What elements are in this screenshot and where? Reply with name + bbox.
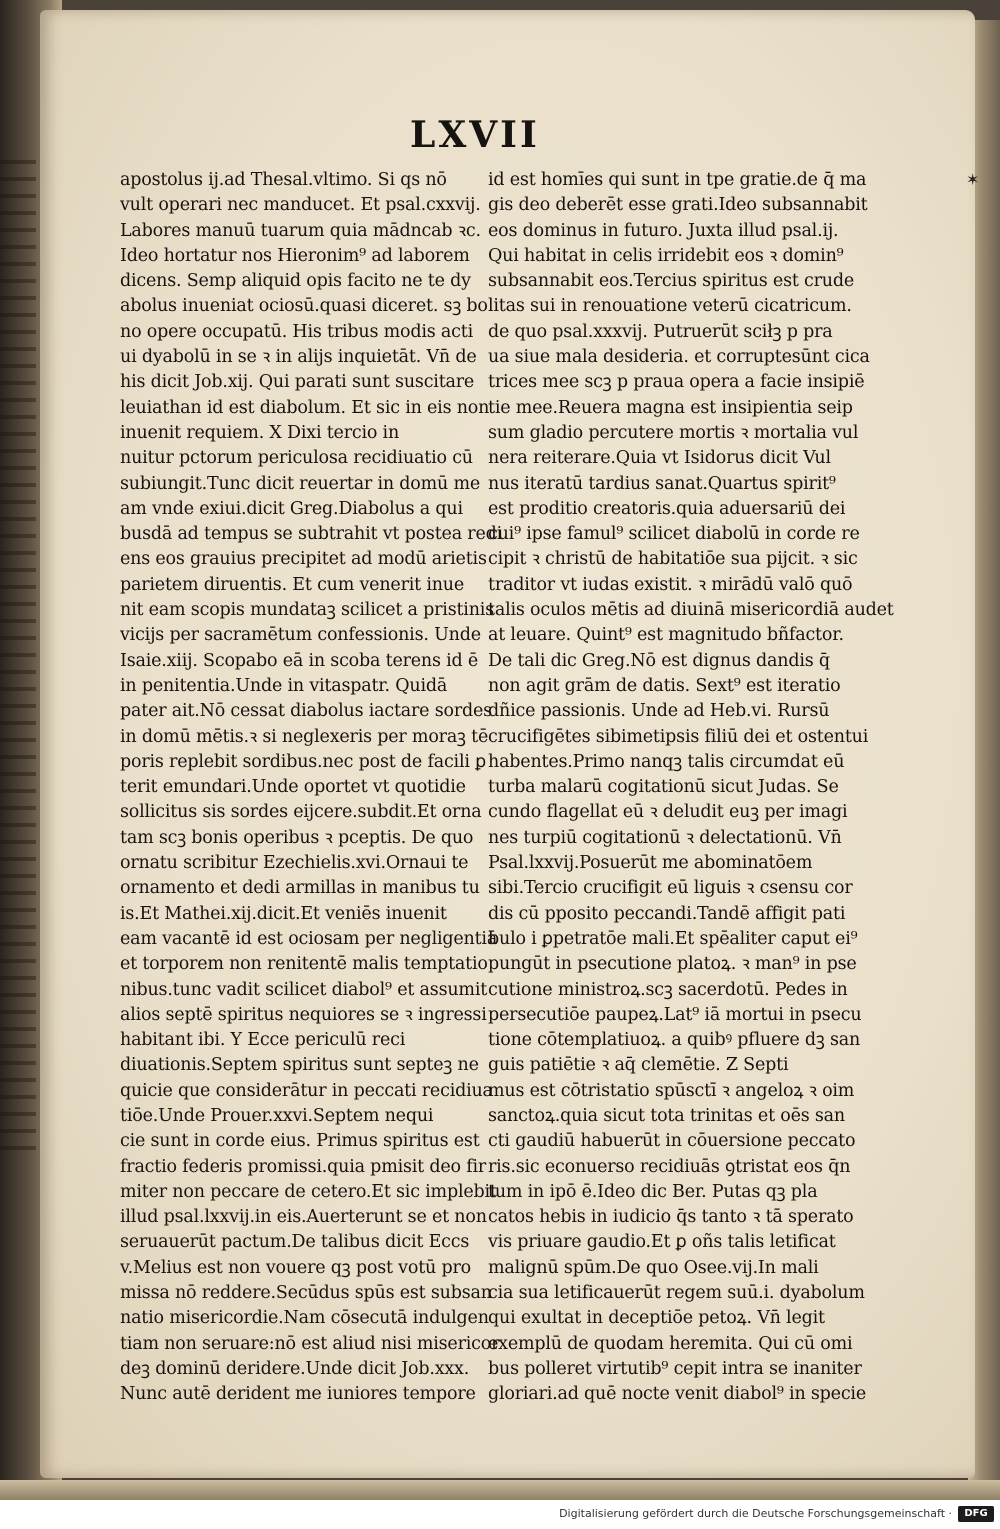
text-line: cundo flagellat eū ꝛ deludit euꝫ per imagi bbox=[488, 802, 848, 823]
text-line: missa nō reddere.Secūdus spūs est subsan bbox=[120, 1283, 492, 1304]
text-line: at leuare. Quint⁹ est magnitudo bñfactor. bbox=[488, 625, 844, 646]
text-line: cti gaudiū habuerūt in cōuersione peccato bbox=[488, 1131, 856, 1152]
text-line: vicijs per sacramētum confessionis. Unde bbox=[120, 625, 481, 646]
text-line: his dicit Job.xij. Qui parati sunt suscitare bbox=[120, 372, 475, 393]
text-line: ens eos grauius precipitet ad modū arietis bbox=[120, 549, 487, 570]
text-line: seruauerūt pactum.De talibus dicit Eccs bbox=[120, 1232, 470, 1253]
text-line: Ideo hortatur nos Hieronim⁹ ad laborem bbox=[120, 245, 470, 266]
text-line: de quo psal.xxxvij. Putruerūt sciłꝫ p pra bbox=[488, 321, 833, 342]
text-line: cie sunt in corde eius. Primus spiritus est bbox=[120, 1131, 480, 1152]
text-line: dñice passionis. Unde ad Heb.vi. Rursū bbox=[488, 701, 830, 722]
text-line: tione cōtemplatiuoꝝ. a quibꝰ pfluere dꝫ san bbox=[488, 1030, 861, 1051]
text-line: vis priuare gaudio.Et ꝑ oñs talis letificat bbox=[488, 1232, 836, 1253]
text-line: ornamento et dedi armillas in manibus tu bbox=[120, 878, 480, 899]
text-line: guis patiētie ꝛ aq̄ clemētie. Z Septi bbox=[488, 1055, 789, 1076]
text-line: Isaie.xiij. Scopabo eā in scoba terens id ē bbox=[120, 650, 479, 671]
text-line: traditor vt iudas existit. ꝛ mirādū valō quō bbox=[488, 574, 853, 595]
text-line: litas sui in renouatione veterū cicatricum. bbox=[488, 296, 852, 317]
text-line: id est homīes qui sunt in tpe gratie.de q̄ ma bbox=[488, 170, 867, 190]
text-line: malignū spūm.De quo Osee.vij.In mali bbox=[488, 1257, 819, 1278]
text-line: nit eam scopis mundataꝫ scilicet a pristinis bbox=[120, 600, 494, 621]
text-line: sibi.Tercio crucifigit eū liguis ꝛ csensu cor bbox=[488, 878, 853, 899]
text-line: sollicitus sis sordes eijcere.subdit.Et orna bbox=[120, 802, 482, 823]
text-line: diuationis.Septem spiritus sunt septeꝫ ne bbox=[120, 1055, 479, 1076]
text-line: tum in ipō ē.Ideo dic Ber. Putas qꝫ pla bbox=[488, 1181, 818, 1202]
text-line: apostolus ij.ad Thesal.vltimo. Si qs nō bbox=[120, 170, 447, 190]
text-line: cia sua letificauerūt regem suū.i. dyabolum bbox=[488, 1283, 865, 1304]
text-line: terit emundari.Unde oportet vt quotidie bbox=[120, 777, 466, 798]
text-line: gis deo deberēt esse grati.Ideo subsannabit bbox=[488, 195, 868, 216]
text-line: De tali dic Greg.Nō est dignus dandis q̄ bbox=[488, 650, 830, 671]
text-line: turba malarū cogitationū sicut Judas. Se bbox=[488, 777, 839, 798]
text-line: pungūt in psecutione platoꝝ. ꝛ man⁹ in pse bbox=[488, 954, 857, 975]
text-line: leuiathan id est diabolum. Et sic in eis non bbox=[120, 397, 490, 418]
folio-number: LXVII bbox=[410, 114, 540, 156]
text-line: habentes.Primo nanqꝫ talis circumdat eū bbox=[488, 751, 845, 772]
text-line: Qui habitat in celis irridebit eos ꝛ domin⁹ bbox=[488, 245, 844, 266]
text-line: cutione ministroꝝ.scꝫ sacerdotū. Pedes in bbox=[488, 979, 848, 1000]
text-line: ornatu scribitur Ezechielis.xvi.Ornaui te bbox=[120, 853, 469, 874]
text-line: catos hebis in iudicio q̄s tanto ꝛ tā sperato bbox=[488, 1207, 854, 1228]
marginal-mark: ✶ bbox=[966, 170, 980, 189]
digitization-footer bbox=[0, 1500, 1000, 1529]
text-line: no opere occupatū. His tribus modis acti bbox=[120, 321, 473, 342]
text-line: tam scꝫ bonis operibus ꝛ pceptis. De quo bbox=[120, 827, 474, 848]
text-line: tie mee.Reuera magna est insipientia seip bbox=[488, 397, 853, 418]
text-line: bulo i ꝑpetratōe mali.Et spēaliter caput ei⁹ bbox=[488, 928, 858, 949]
text-line: in penitentia.Unde in vitaspatr. Quidā bbox=[120, 675, 448, 696]
right-text-column bbox=[488, 168, 894, 1408]
text-line: gloriari.ad quē nocte venit diabol⁹ in specie bbox=[488, 1384, 866, 1405]
text-line: sanctoꝝ.quia sicut tota trinitas et oēs san bbox=[488, 1105, 845, 1126]
text-line: est proditio creatoris.quia aduersariū dei bbox=[488, 498, 846, 519]
text-line: fractio federis promissi.quia pmisit deo fir bbox=[120, 1156, 487, 1177]
text-line: eos dominus in futuro. Juxta illud psal.ij. bbox=[488, 220, 839, 241]
text-line: nes turpiū cogitationū ꝛ delectationū. Vn̄ bbox=[488, 827, 842, 848]
text-line: et torporem non renitentē malis temptatio bbox=[120, 954, 488, 975]
text-line: nera reiterare.Quia vt Isidorus dicit Vul bbox=[488, 448, 831, 469]
dfg-logo: DFG bbox=[958, 1506, 994, 1522]
text-line: ua siue mala desideria. et corruptesūnt cica bbox=[488, 347, 870, 368]
text-line: Labores manuū tuarum quia mādncab ꝛc. bbox=[120, 220, 481, 241]
text-line: Psal.lxxvij.Posuerūt me abominatōem bbox=[488, 853, 813, 874]
text-line: ui dyabolū in se ꝛ in alijs inquietāt. Vn̄ de bbox=[120, 347, 477, 368]
text-line: Nunc autē derident me iuniores tempore bbox=[120, 1384, 476, 1405]
facing-page-text-edge bbox=[0, 160, 36, 1160]
text-line: nibus.tunc vadit scilicet diabol⁹ et assumit bbox=[120, 979, 488, 1000]
text-line: v.Melius est non vouere qꝫ post votū pro bbox=[120, 1257, 471, 1278]
text-line: tiam non seruare:nō est aliud nisi misericor bbox=[120, 1333, 500, 1354]
text-line: dicens. Semp aliquid opis facito ne te dy bbox=[120, 271, 471, 292]
text-line: talis oculos mētis ad diuinā misericordiā audet bbox=[488, 600, 894, 621]
text-line: ris.sic econuerso recidiuās ꝯtristat eos q̄n bbox=[488, 1156, 851, 1177]
text-line: parietem diruentis. Et cum venerit inue bbox=[120, 574, 465, 595]
text-line: busdā ad tempus se subtrahit vt postea redi bbox=[120, 524, 503, 545]
text-line: dis cū pposito peccandi.Tandē affigit pati bbox=[488, 903, 846, 924]
text-line: inuenit requiem. X Dixi tercio in bbox=[120, 422, 400, 443]
text-line: crucifigētes sibimetipsis filiū dei et ostentui bbox=[488, 726, 869, 747]
text-line: in domū mētis.ꝛ si neglexeris per moraꝫ tē bbox=[120, 726, 489, 747]
text-line: illud psal.lxxvij.in eis.Auerterunt se et non bbox=[120, 1207, 487, 1228]
text-line: exemplū de quodam heremita. Qui cū omi bbox=[488, 1333, 853, 1354]
text-line: eam vacantē id est ociosam per negligentiā bbox=[120, 928, 498, 949]
text-line: persecutiōe paupeꝝ.Lat⁹ iā mortui in psecu bbox=[488, 1004, 862, 1025]
text-line: abolus inueniat ociosū.quasi diceret. sꝫ bo bbox=[120, 296, 488, 317]
text-line: am vnde exiui.dicit Greg.Diabolus a qui bbox=[120, 498, 463, 519]
text-line: cui⁹ ipse famul⁹ scilicet diabolū in corde re bbox=[488, 524, 860, 545]
funding-credit: Digitalisierung gefördert durch die Deutsche Forschungsgemeinschaft · bbox=[559, 1507, 952, 1520]
text-line: subiungit.Tunc dicit reuertar in domū me bbox=[120, 473, 481, 494]
text-line: bus polleret virtutib⁹ cepit intra se inaniter bbox=[488, 1358, 862, 1379]
text-line: non agit grām de datis. Sext⁹ est iteratio bbox=[488, 675, 841, 696]
text-line: trices mee scꝫ p praua opera a facie insipiē bbox=[488, 372, 865, 393]
text-line: pater ait.Nō cessat diabolus iactare sordes bbox=[120, 701, 492, 722]
text-line: cipit ꝛ christū de habitatiōe sua pijcit. ꝛ sic bbox=[488, 549, 858, 570]
text-line: alios septē spiritus nequiores se ꝛ ingressi bbox=[120, 1004, 487, 1025]
page-bottom-edge bbox=[0, 1480, 1000, 1500]
text-line: subsannabit eos.Tercius spiritus est crude bbox=[488, 271, 855, 292]
text-line: quicie que considerātur in peccati recidiua bbox=[120, 1080, 493, 1101]
text-line: nuitur pctorum periculosa recidiuatio cū bbox=[120, 448, 473, 469]
text-line: vult operari nec manducet. Et psal.cxxvij. bbox=[120, 195, 481, 216]
text-line: qui exultat in deceptiōe petoꝝ. Vn̄ legit bbox=[488, 1308, 825, 1329]
text-line: miter non peccare de cetero.Et sic implebit bbox=[120, 1181, 497, 1202]
text-line: is.Et Mathei.xij.dicit.Et veniēs inuenit bbox=[120, 903, 447, 924]
left-text-column bbox=[120, 168, 503, 1408]
text-line: natio misericordie.Nam cōsecutā indulgen bbox=[120, 1308, 489, 1329]
text-line: deꝫ dominū deridere.Unde dicit Job.xxx. bbox=[120, 1358, 470, 1379]
text-line: poris replebit sordibus.nec post de facili ꝑ bbox=[120, 751, 487, 772]
text-line: habitant ibi. Y Ecce periculū reci bbox=[120, 1030, 406, 1051]
text-line: nus iteratū tardius sanat.Quartus spirit⁹ bbox=[488, 473, 836, 494]
text-line: mus est cōtristatio spūsctī ꝛ angeloꝝ ꝛ oim bbox=[488, 1080, 855, 1101]
text-line: tiōe.Unde Prouer.xxvi.Septem nequi bbox=[120, 1105, 434, 1126]
book-page bbox=[40, 10, 980, 1478]
text-line: sum gladio percutere mortis ꝛ mortalia vul bbox=[488, 422, 859, 443]
